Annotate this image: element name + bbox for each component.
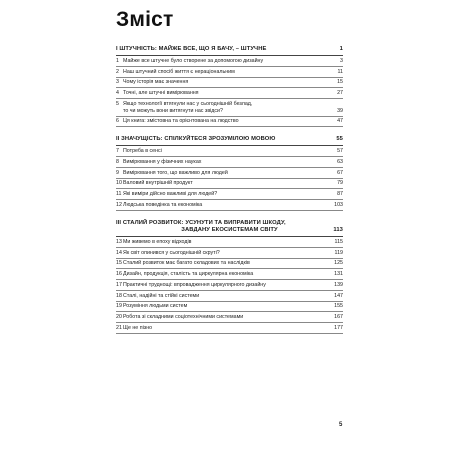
chapter-page: 11 <box>337 68 343 75</box>
chapter-page: 147 <box>334 292 343 299</box>
chapter-title: Ще не пізно <box>123 325 153 332</box>
chapter-page: 79 <box>337 180 343 187</box>
chapter-page: 47 <box>337 118 343 125</box>
toc-entry[interactable] <box>116 248 343 259</box>
toc-entry[interactable] <box>116 323 343 334</box>
chapter-page: 15 <box>337 79 343 86</box>
toc-entry[interactable] <box>116 280 343 291</box>
part-title: МАЙЖЕ ВСЕ, ЩО Я БАЧУ, – ШТУЧНЕ <box>158 46 267 52</box>
chapter-page: 139 <box>334 281 343 288</box>
chapter-number: 20 <box>116 314 122 321</box>
page-title: Зміст <box>116 8 174 31</box>
part-label: II ЗНАЧУЩІСТЬ: <box>116 136 163 143</box>
toc-entry[interactable] <box>116 67 343 78</box>
chapter-title: Ця книга: змістовна та орієнтована на людство <box>123 118 239 125</box>
part-heading <box>116 220 343 237</box>
chapter-number: 19 <box>116 303 122 310</box>
toc-entry[interactable] <box>116 302 343 313</box>
chapter-number: 12 <box>116 201 122 208</box>
table-of-contents <box>116 46 343 334</box>
chapter-title: Вимірювання того, що важливо для людей <box>123 169 228 176</box>
toc-entry[interactable] <box>116 88 343 99</box>
chapter-title-line-1: Якщо технології втягнули нас у сьогоднішній безлад, <box>123 100 253 107</box>
chapter-title: Чому історія має значення <box>123 79 189 86</box>
chapter-title: Практичні труднощі: впровадження циркулярного дизайну <box>123 281 266 288</box>
toc-entry[interactable] <box>116 291 343 302</box>
chapter-number: 7 <box>116 148 119 155</box>
chapter-title: Наш штучний спосіб життя є нераціональним <box>123 68 235 75</box>
chapter-page: 115 <box>334 238 343 245</box>
chapter-number: 21 <box>116 325 122 332</box>
chapter-page: 63 <box>337 158 343 165</box>
chapter-page: 131 <box>334 271 343 278</box>
chapter-number: 17 <box>116 281 122 288</box>
chapter-title: Розуміння людьми систем <box>123 303 188 310</box>
chapter-number: 2 <box>116 68 119 75</box>
chapter-title: Які виміри дійсно важливі для людей? <box>123 191 218 198</box>
toc-entry[interactable] <box>116 168 343 179</box>
toc-entry[interactable] <box>116 78 343 89</box>
chapter-number: 6 <box>116 118 119 125</box>
chapter-number: 11 <box>116 191 122 198</box>
toc-entry[interactable] <box>116 312 343 323</box>
chapter-title: Валовий внутрішній продукт <box>123 180 193 187</box>
toc-entry[interactable] <box>116 179 343 190</box>
chapter-title-line-2: то чи можуть вони витягнути нас звідси? <box>123 107 223 114</box>
part-title-line-2: ЗАВДАНУ ЕКОСИСТЕМАМ СВІТУ <box>181 226 278 233</box>
chapter-number: 5 <box>116 100 119 107</box>
part-page-number: 55 <box>336 136 343 143</box>
chapter-page: 57 <box>337 148 343 155</box>
toc-entry[interactable] <box>116 56 343 67</box>
part-heading <box>116 136 343 146</box>
toc-entry[interactable] <box>116 117 343 128</box>
chapter-number: 1 <box>116 57 119 64</box>
part-title: УСУНУТИ ТА ВИПРАВИТИ ШКОДУ, <box>185 219 286 226</box>
chapter-page: 167 <box>334 314 343 321</box>
chapter-title: Дизайн, продукція, сталість та циркулярна економіка <box>123 271 254 278</box>
chapter-title <box>123 101 252 114</box>
toc-entry[interactable] <box>116 99 343 116</box>
chapter-title: Як світ опинився у сьогоднішній скруті? <box>123 249 220 256</box>
toc-entry[interactable] <box>116 269 343 280</box>
chapter-title: Робота зі складними соціотехнічними системами <box>123 314 244 321</box>
part-label: I ШТУЧНІСТЬ: <box>116 46 157 52</box>
chapter-number: 9 <box>116 169 119 176</box>
chapter-page: 3 <box>340 57 343 64</box>
chapter-title: Сталий розвиток має багато складових та наслідків <box>123 260 250 267</box>
chapter-number: 3 <box>116 79 119 86</box>
chapter-page: 103 <box>334 201 343 208</box>
toc-entry[interactable] <box>116 146 343 157</box>
toc-entry[interactable] <box>116 200 343 211</box>
part-page-number: 113 <box>333 226 343 233</box>
toc-entry[interactable] <box>116 237 343 248</box>
chapter-number: 8 <box>116 158 119 165</box>
page-number: 5 <box>339 422 343 428</box>
chapter-page: 67 <box>337 169 343 176</box>
chapter-number: 4 <box>116 90 119 97</box>
chapter-title: Вимірювання у фізичних науках <box>123 158 202 165</box>
chapter-page: 39 <box>337 107 343 114</box>
part-heading <box>116 46 343 56</box>
toc-entry[interactable] <box>116 259 343 270</box>
chapter-title: Потреба в сенсі <box>123 148 162 155</box>
chapter-title: Майже все штучне було створене за допомогою дизайну <box>123 57 264 64</box>
chapter-page: 27 <box>337 90 343 97</box>
toc-entry[interactable] <box>116 157 343 168</box>
chapter-page: 125 <box>334 260 343 267</box>
chapter-number: 15 <box>116 260 122 267</box>
chapter-number: 10 <box>116 180 122 187</box>
chapter-page: 155 <box>334 303 343 310</box>
chapter-number: 13 <box>116 238 122 245</box>
chapter-number: 16 <box>116 271 122 278</box>
chapter-number: 14 <box>116 249 122 256</box>
chapter-page: 119 <box>334 249 343 256</box>
part-page-number: 1 <box>339 46 343 52</box>
part-label: III СТАЛИЙ РОЗВИТОК: <box>116 219 184 226</box>
part-title: СПІЛКУЙТЕСЯ ЗРОЗУМІЛОЮ МОВОЮ <box>164 136 276 143</box>
chapter-page: 87 <box>337 191 343 198</box>
chapter-title: Ми живемо в епоху відходів <box>123 238 192 245</box>
chapter-title: Сталі, надійні та стійкі системи <box>123 292 200 299</box>
chapter-title: Людська поведінка та економіка <box>123 201 203 208</box>
chapter-page: 177 <box>334 325 343 332</box>
toc-entry[interactable] <box>116 189 343 200</box>
chapter-title: Точні, але штучні вимірювання <box>123 90 199 97</box>
chapter-number: 18 <box>116 292 122 299</box>
